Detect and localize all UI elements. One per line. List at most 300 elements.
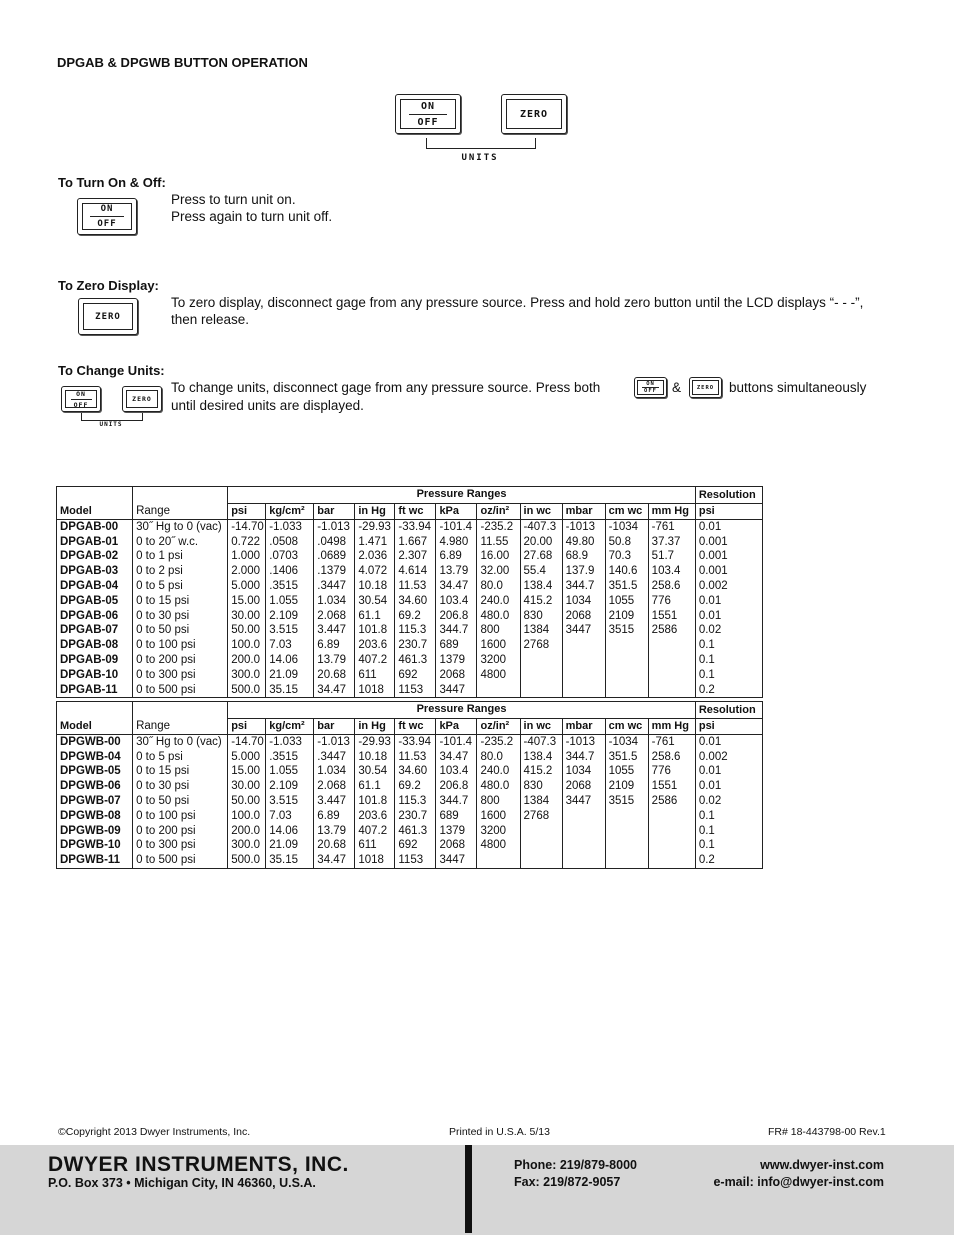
model-cell: DPGWB-10 bbox=[57, 838, 133, 853]
value-cell: 103.4 bbox=[436, 764, 477, 779]
value-cell: 2768 bbox=[520, 638, 562, 653]
table-row bbox=[57, 638, 763, 653]
value-cell: -101.4 bbox=[436, 519, 477, 534]
value-cell: 1153 bbox=[395, 683, 436, 698]
unit-header: mbar bbox=[562, 719, 605, 735]
value-cell: 2.109 bbox=[266, 779, 314, 794]
model-cell: DPGAB-10 bbox=[57, 668, 133, 683]
value-cell: 3200 bbox=[477, 824, 520, 839]
page-title: DPGAB & DPGWB BUTTON OPERATION bbox=[57, 55, 308, 70]
table-row bbox=[57, 564, 763, 579]
value-cell: -407.3 bbox=[520, 519, 562, 534]
value-cell: 2068 bbox=[436, 668, 477, 683]
on-label: ON bbox=[646, 381, 655, 387]
value-cell: 2068 bbox=[562, 779, 605, 794]
copyright: ©Copyright 2013 Dwyer Instruments, Inc. bbox=[58, 1126, 251, 1138]
value-cell: 15.00 bbox=[228, 594, 266, 609]
footer-divider bbox=[465, 1145, 472, 1233]
model-cell: DPGAB-06 bbox=[57, 609, 133, 624]
value-cell: 51.7 bbox=[648, 549, 695, 564]
zero-button-small[interactable] bbox=[78, 298, 138, 335]
value-cell: -29.93 bbox=[355, 734, 395, 749]
value-cell: 480.0 bbox=[477, 609, 520, 624]
value-cell: 230.7 bbox=[395, 809, 436, 824]
table-row bbox=[57, 750, 763, 765]
value-cell: -101.4 bbox=[436, 734, 477, 749]
value-cell bbox=[605, 653, 648, 668]
zero-label: ZERO bbox=[132, 395, 152, 403]
value-cell: 4800 bbox=[477, 838, 520, 853]
unit-header: oz/in² bbox=[477, 719, 520, 735]
table-row bbox=[57, 734, 763, 749]
value-cell: 69.2 bbox=[395, 609, 436, 624]
model-cell: DPGAB-05 bbox=[57, 594, 133, 609]
value-cell: 5.000 bbox=[228, 750, 266, 765]
value-cell: 80.0 bbox=[477, 750, 520, 765]
value-cell: 611 bbox=[355, 838, 395, 853]
off-label: OFF bbox=[73, 400, 89, 409]
model-cell: DPGAB-01 bbox=[57, 535, 133, 550]
value-cell: .3447 bbox=[314, 579, 355, 594]
value-cell: 500.0 bbox=[228, 683, 266, 698]
zero-button-inline[interactable] bbox=[689, 377, 722, 398]
table-row bbox=[57, 794, 763, 809]
value-cell: 776 bbox=[648, 764, 695, 779]
dpgwb-range-table bbox=[56, 701, 763, 869]
range-header: Range bbox=[133, 487, 228, 520]
value-cell: 206.8 bbox=[436, 609, 477, 624]
value-cell: 11.55 bbox=[477, 535, 520, 550]
value-cell: 2.068 bbox=[314, 779, 355, 794]
value-cell: 103.4 bbox=[648, 564, 695, 579]
range-cell: 0 to 15 psi bbox=[133, 594, 228, 609]
value-cell: -1.033 bbox=[266, 734, 314, 749]
range-cell: 0 to 100 psi bbox=[133, 638, 228, 653]
units-label: UNITS bbox=[461, 153, 499, 163]
value-cell: 138.4 bbox=[520, 579, 562, 594]
value-cell bbox=[605, 668, 648, 683]
resolution-header: Resolution bbox=[695, 487, 762, 504]
value-cell: -33.94 bbox=[395, 734, 436, 749]
unit-header: kPa bbox=[436, 719, 477, 735]
table-row bbox=[57, 683, 763, 698]
value-cell: 7.03 bbox=[266, 638, 314, 653]
value-cell: .3515 bbox=[266, 579, 314, 594]
value-cell: 0.001 bbox=[695, 564, 762, 579]
value-cell: 200.0 bbox=[228, 653, 266, 668]
value-cell: 344.7 bbox=[562, 750, 605, 765]
value-cell bbox=[648, 638, 695, 653]
value-cell: 407.2 bbox=[355, 653, 395, 668]
value-cell: -33.94 bbox=[395, 519, 436, 534]
model-cell: DPGAB-00 bbox=[57, 519, 133, 534]
value-cell: 37.37 bbox=[648, 535, 695, 550]
value-cell: .3515 bbox=[266, 750, 314, 765]
value-cell bbox=[648, 668, 695, 683]
value-cell: 50.00 bbox=[228, 794, 266, 809]
value-cell: 69.2 bbox=[395, 779, 436, 794]
value-cell: -1034 bbox=[605, 734, 648, 749]
table-row bbox=[57, 623, 763, 638]
range-cell: 0 to 300 psi bbox=[133, 668, 228, 683]
value-cell: 30.54 bbox=[355, 764, 395, 779]
value-cell: 2586 bbox=[648, 794, 695, 809]
value-cell bbox=[605, 824, 648, 839]
value-cell bbox=[520, 653, 562, 668]
value-cell: 13.79 bbox=[436, 564, 477, 579]
change-units-text-2: buttons simultaneously bbox=[729, 380, 867, 395]
model-cell: DPGWB-07 bbox=[57, 794, 133, 809]
table-row bbox=[57, 764, 763, 779]
value-cell: 1018 bbox=[355, 683, 395, 698]
value-cell: 0.01 bbox=[695, 779, 762, 794]
value-cell: 68.9 bbox=[562, 549, 605, 564]
value-cell: 1.034 bbox=[314, 764, 355, 779]
value-cell: 3.447 bbox=[314, 623, 355, 638]
value-cell bbox=[562, 853, 605, 868]
value-cell: 1551 bbox=[648, 779, 695, 794]
unit-header: in Hg bbox=[355, 504, 395, 520]
value-cell: -761 bbox=[648, 519, 695, 534]
value-cell: 344.7 bbox=[436, 794, 477, 809]
value-cell: .0703 bbox=[266, 549, 314, 564]
model-cell: DPGAB-02 bbox=[57, 549, 133, 564]
value-cell: 203.6 bbox=[355, 809, 395, 824]
value-cell: 30.00 bbox=[228, 779, 266, 794]
value-cell: 300.0 bbox=[228, 838, 266, 853]
pressure-ranges-header: Pressure Ranges bbox=[228, 702, 696, 719]
turn-on-off-heading: To Turn On & Off: bbox=[58, 175, 166, 190]
value-cell: 1153 bbox=[395, 853, 436, 868]
on-label: ON bbox=[420, 100, 436, 112]
value-cell: 0.722 bbox=[228, 535, 266, 550]
unit-header: kg/cm² bbox=[266, 504, 314, 520]
off-label: OFF bbox=[417, 116, 439, 128]
value-cell: 2.000 bbox=[228, 564, 266, 579]
value-cell: 32.00 bbox=[477, 564, 520, 579]
range-cell: 0 to 20˝ w.c. bbox=[133, 535, 228, 550]
value-cell: 258.6 bbox=[648, 750, 695, 765]
value-cell bbox=[562, 653, 605, 668]
value-cell: 6.89 bbox=[436, 549, 477, 564]
value-cell: 800 bbox=[477, 794, 520, 809]
value-cell: 0.02 bbox=[695, 623, 762, 638]
value-cell: 100.0 bbox=[228, 638, 266, 653]
unit-header: in wc bbox=[520, 504, 562, 520]
table-header-row-top bbox=[57, 702, 763, 719]
value-cell: 3447 bbox=[436, 853, 477, 868]
range-cell: 0 to 5 psi bbox=[133, 750, 228, 765]
resolution-unit-header: psi bbox=[695, 719, 762, 735]
value-cell: 10.18 bbox=[355, 750, 395, 765]
value-cell: 0.1 bbox=[695, 809, 762, 824]
value-cell: 16.00 bbox=[477, 549, 520, 564]
table-row bbox=[57, 838, 763, 853]
value-cell: 1034 bbox=[562, 764, 605, 779]
value-cell: 692 bbox=[395, 838, 436, 853]
value-cell: 1600 bbox=[477, 809, 520, 824]
value-cell: 0.1 bbox=[695, 824, 762, 839]
value-cell: 3.447 bbox=[314, 794, 355, 809]
value-cell bbox=[520, 838, 562, 853]
model-cell: DPGAB-11 bbox=[57, 683, 133, 698]
unit-header: kg/cm² bbox=[266, 719, 314, 735]
value-cell: 0.02 bbox=[695, 794, 762, 809]
range-cell: 0 to 200 psi bbox=[133, 824, 228, 839]
value-cell: 49.80 bbox=[562, 535, 605, 550]
value-cell: .0498 bbox=[314, 535, 355, 550]
value-cell: -29.93 bbox=[355, 519, 395, 534]
value-cell: 0.001 bbox=[695, 549, 762, 564]
value-cell: 3.515 bbox=[266, 794, 314, 809]
value-cell bbox=[648, 838, 695, 853]
value-cell: 0.1 bbox=[695, 653, 762, 668]
value-cell: 415.2 bbox=[520, 764, 562, 779]
dpgab-rows bbox=[57, 519, 763, 698]
value-cell: 4.614 bbox=[395, 564, 436, 579]
range-cell: 0 to 5 psi bbox=[133, 579, 228, 594]
value-cell: 0.01 bbox=[695, 594, 762, 609]
model-cell: DPGWB-08 bbox=[57, 809, 133, 824]
value-cell: 344.7 bbox=[436, 623, 477, 638]
value-cell: -235.2 bbox=[477, 734, 520, 749]
value-cell: 34.60 bbox=[395, 764, 436, 779]
model-cell: DPGWB-04 bbox=[57, 750, 133, 765]
divider bbox=[71, 399, 92, 400]
range-header: Range bbox=[133, 702, 228, 735]
range-cell: 0 to 2 psi bbox=[133, 564, 228, 579]
off-label: OFF bbox=[97, 219, 117, 229]
value-cell: 14.06 bbox=[266, 824, 314, 839]
value-cell: 300.0 bbox=[228, 668, 266, 683]
value-cell: 20.00 bbox=[520, 535, 562, 550]
value-cell bbox=[562, 824, 605, 839]
unit-header: bar bbox=[314, 719, 355, 735]
value-cell: 0.1 bbox=[695, 668, 762, 683]
value-cell bbox=[562, 683, 605, 698]
value-cell bbox=[562, 838, 605, 853]
resolution-unit-header: psi bbox=[695, 504, 762, 520]
zero-label: ZERO bbox=[519, 108, 549, 120]
phone: Phone: 219/879-8000 bbox=[514, 1158, 637, 1172]
model-cell: DPGWB-06 bbox=[57, 779, 133, 794]
table-row bbox=[57, 609, 763, 624]
value-cell: 11.53 bbox=[395, 579, 436, 594]
table-row bbox=[57, 594, 763, 609]
value-cell: 344.7 bbox=[562, 579, 605, 594]
value-cell: 34.47 bbox=[314, 853, 355, 868]
value-cell: 61.1 bbox=[355, 779, 395, 794]
model-header: Model bbox=[57, 702, 133, 735]
zero-display-heading: To Zero Display: bbox=[58, 278, 159, 293]
value-cell: 1.000 bbox=[228, 549, 266, 564]
range-cell: 0 to 100 psi bbox=[133, 809, 228, 824]
unit-header: ft wc bbox=[395, 504, 436, 520]
value-cell: 80.0 bbox=[477, 579, 520, 594]
value-cell: 3.515 bbox=[266, 623, 314, 638]
value-cell: 13.79 bbox=[314, 653, 355, 668]
zero-label: ZERO bbox=[696, 384, 715, 391]
value-cell: 1384 bbox=[520, 623, 562, 638]
pressure-ranges-header: Pressure Ranges bbox=[228, 487, 696, 504]
value-cell: 50.8 bbox=[605, 535, 648, 550]
value-cell: 1.667 bbox=[395, 535, 436, 550]
value-cell: 101.8 bbox=[355, 794, 395, 809]
table-row bbox=[57, 824, 763, 839]
footer-band bbox=[0, 1145, 954, 1235]
zero-button-mini[interactable] bbox=[122, 386, 162, 412]
units-bracket bbox=[81, 413, 143, 421]
value-cell: 0.2 bbox=[695, 683, 762, 698]
table-row bbox=[57, 549, 763, 564]
value-cell: -1013 bbox=[562, 734, 605, 749]
value-cell: 800 bbox=[477, 623, 520, 638]
value-cell: 30.00 bbox=[228, 609, 266, 624]
range-cell: 0 to 50 psi bbox=[133, 794, 228, 809]
value-cell: 2068 bbox=[562, 609, 605, 624]
value-cell: 1018 bbox=[355, 853, 395, 868]
range-cell: 0 to 200 psi bbox=[133, 653, 228, 668]
table-row bbox=[57, 853, 763, 868]
value-cell: 0.01 bbox=[695, 764, 762, 779]
range-cell: 0 to 30 psi bbox=[133, 779, 228, 794]
value-cell: 35.15 bbox=[266, 683, 314, 698]
value-cell: 0.2 bbox=[695, 853, 762, 868]
value-cell bbox=[520, 824, 562, 839]
on-label: ON bbox=[100, 204, 114, 214]
value-cell: 4.980 bbox=[436, 535, 477, 550]
value-cell: 13.79 bbox=[314, 824, 355, 839]
zero-button[interactable] bbox=[501, 94, 567, 134]
value-cell: -235.2 bbox=[477, 519, 520, 534]
value-cell bbox=[648, 809, 695, 824]
model-cell: DPGAB-08 bbox=[57, 638, 133, 653]
model-cell: DPGWB-05 bbox=[57, 764, 133, 779]
model-header: Model bbox=[57, 487, 133, 520]
value-cell: 1.055 bbox=[266, 594, 314, 609]
value-cell: -1034 bbox=[605, 519, 648, 534]
value-cell: 0.01 bbox=[695, 734, 762, 749]
website-link[interactable]: www.dwyer-inst.com bbox=[760, 1158, 884, 1172]
value-cell: -1.013 bbox=[314, 519, 355, 534]
value-cell: .1406 bbox=[266, 564, 314, 579]
value-cell: 240.0 bbox=[477, 764, 520, 779]
value-cell bbox=[605, 683, 648, 698]
value-cell: 2.307 bbox=[395, 549, 436, 564]
value-cell: 34.47 bbox=[436, 750, 477, 765]
on-off-button-inline[interactable] bbox=[634, 377, 667, 398]
value-cell: 103.4 bbox=[436, 594, 477, 609]
value-cell: 1551 bbox=[648, 609, 695, 624]
value-cell: 101.8 bbox=[355, 623, 395, 638]
turn-off-text: Press again to turn unit off. bbox=[171, 209, 333, 224]
value-cell: 3200 bbox=[477, 653, 520, 668]
value-cell: 35.15 bbox=[266, 853, 314, 868]
unit-header: mm Hg bbox=[648, 504, 695, 520]
zero-display-text: To zero display, disconnect gage from any pressure source. Press and hold zero button until the LCD displays “- - -”, then release. bbox=[171, 295, 864, 327]
value-cell bbox=[477, 683, 520, 698]
value-cell: 2.068 bbox=[314, 609, 355, 624]
value-cell: 206.8 bbox=[436, 779, 477, 794]
on-off-button-small[interactable] bbox=[77, 198, 137, 235]
value-cell: 3447 bbox=[562, 794, 605, 809]
value-cell: 11.53 bbox=[395, 750, 436, 765]
turn-on-text: Press to turn unit on. bbox=[171, 192, 296, 207]
value-cell: 1600 bbox=[477, 638, 520, 653]
change-units-text-1: To change units, disconnect gage from any pressure source. Press both bbox=[171, 380, 601, 395]
on-off-button[interactable] bbox=[395, 94, 461, 134]
unit-header: in wc bbox=[520, 719, 562, 735]
value-cell: 351.5 bbox=[605, 750, 648, 765]
value-cell: 5.000 bbox=[228, 579, 266, 594]
value-cell: 230.7 bbox=[395, 638, 436, 653]
value-cell bbox=[648, 824, 695, 839]
value-cell: 0.1 bbox=[695, 838, 762, 853]
value-cell: .0508 bbox=[266, 535, 314, 550]
range-cell: 0 to 50 psi bbox=[133, 623, 228, 638]
value-cell: 415.2 bbox=[520, 594, 562, 609]
table-header-row-top bbox=[57, 487, 763, 504]
value-cell: 3447 bbox=[562, 623, 605, 638]
value-cell: 1.034 bbox=[314, 594, 355, 609]
value-cell: 1379 bbox=[436, 653, 477, 668]
range-cell: 0 to 500 psi bbox=[133, 853, 228, 868]
value-cell: 2068 bbox=[436, 838, 477, 853]
value-cell: 61.1 bbox=[355, 609, 395, 624]
company-address: P.O. Box 373 • Michigan City, IN 46360, U.S.A. bbox=[48, 1176, 316, 1190]
value-cell: 2.109 bbox=[266, 609, 314, 624]
zero-label: ZERO bbox=[95, 311, 121, 322]
value-cell: 115.3 bbox=[395, 794, 436, 809]
value-cell: 258.6 bbox=[648, 579, 695, 594]
value-cell: 2.036 bbox=[355, 549, 395, 564]
range-cell: 0 to 500 psi bbox=[133, 683, 228, 698]
value-cell: 240.0 bbox=[477, 594, 520, 609]
range-cell: 0 to 30 psi bbox=[133, 609, 228, 624]
email-link[interactable]: e-mail: info@dwyer-inst.com bbox=[713, 1175, 884, 1189]
value-cell: 115.3 bbox=[395, 623, 436, 638]
value-cell: 351.5 bbox=[605, 579, 648, 594]
range-cell: 0 to 1 psi bbox=[133, 549, 228, 564]
dpgwb-rows bbox=[57, 734, 763, 868]
value-cell bbox=[648, 683, 695, 698]
unit-header: in Hg bbox=[355, 719, 395, 735]
value-cell: 21.09 bbox=[266, 668, 314, 683]
unit-header: psi bbox=[228, 504, 266, 520]
value-cell: -14.70 bbox=[228, 734, 266, 749]
change-units-text-3: until desired units are displayed. bbox=[171, 398, 364, 413]
value-cell bbox=[477, 853, 520, 868]
value-cell: 0.01 bbox=[695, 609, 762, 624]
divider bbox=[409, 114, 447, 115]
divider bbox=[90, 216, 124, 217]
range-cell: 30˝ Hg to 0 (vac) bbox=[133, 734, 228, 749]
value-cell: 1055 bbox=[605, 594, 648, 609]
unit-header: mm Hg bbox=[648, 719, 695, 735]
value-cell: -1.013 bbox=[314, 734, 355, 749]
printed-in: Printed in U.S.A. 5/13 bbox=[449, 1126, 550, 1138]
value-cell: 21.09 bbox=[266, 838, 314, 853]
value-cell: -14.70 bbox=[228, 519, 266, 534]
model-cell: DPGWB-11 bbox=[57, 853, 133, 868]
value-cell: 138.4 bbox=[520, 750, 562, 765]
fax: Fax: 219/872-9057 bbox=[514, 1175, 621, 1189]
unit-header: oz/in² bbox=[477, 504, 520, 520]
value-cell: 2768 bbox=[520, 809, 562, 824]
value-cell: 1055 bbox=[605, 764, 648, 779]
on-off-button-mini[interactable] bbox=[61, 386, 101, 412]
value-cell: 55.4 bbox=[520, 564, 562, 579]
